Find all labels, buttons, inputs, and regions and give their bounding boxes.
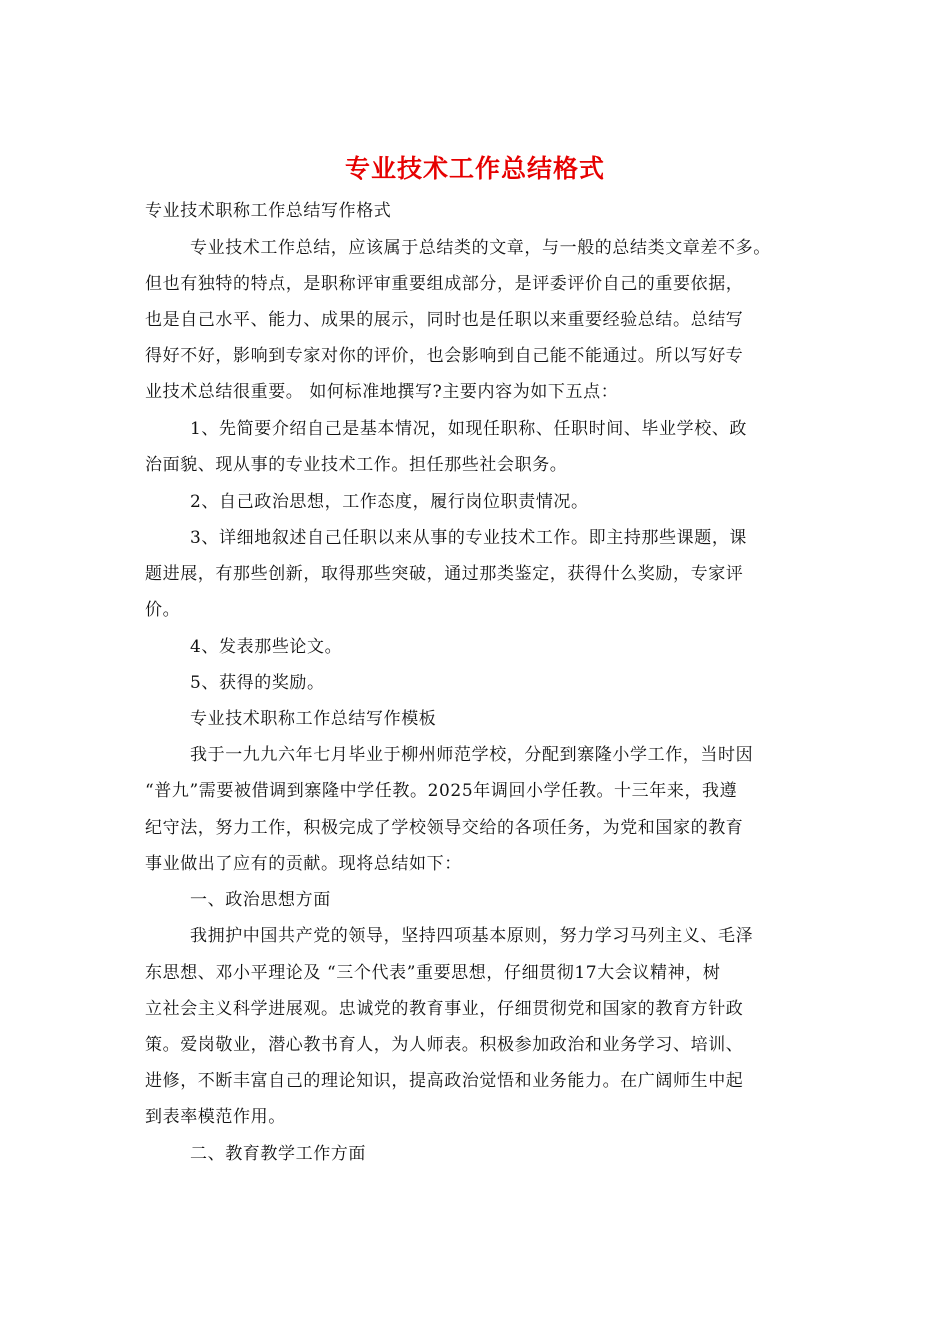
paragraph-line: 专业技术工作总结，应该属于总结类的文章，与一般的总结类文章差不多。 <box>190 238 771 258</box>
section-heading: 一、政治思想方面 <box>190 890 331 910</box>
list-item-line: 题进展，有那些创新，取得那些突破，通过那类鉴定，获得什么奖励，专家评 <box>145 564 744 584</box>
paragraph-line: 业技术总结很重要。 如何标准地撰写?主要内容为如下五点： <box>145 382 619 402</box>
list-item-line: 4、发表那些论文。 <box>190 637 343 657</box>
paragraph-line: 事业做出了应有的贡献。现将总结如下： <box>145 854 462 874</box>
paragraph-line: 我于一九九六年七月毕业于柳州师范学校，分配到寨隆小学工作，当时因 <box>190 745 754 765</box>
paragraph-line: “普九”需要被借调到寨隆中学任教。2025年调回小学任教。十三年来，我遵 <box>145 781 738 801</box>
paragraph-line: 进修，不断丰富自己的理论知识，提高政治觉悟和业务能力。在广阔师生中起 <box>145 1071 744 1091</box>
list-item-line: 价。 <box>145 600 181 620</box>
section-heading: 专业技术职称工作总结写作模板 <box>190 709 437 729</box>
list-item-line: 2、自己政治思想，工作态度，履行岗位职责情况。 <box>190 492 589 512</box>
list-item-line: 3、详细地叙述自己任职以来从事的专业技术工作。即主持那些课题，课 <box>190 528 748 548</box>
document-title: 专业技术工作总结格式 <box>344 154 605 183</box>
paragraph-line: 我拥护中国共产党的领导，坚持四项基本原则，努力学习马列主义、毛泽 <box>190 926 754 946</box>
paragraph-line: 纪守法，努力工作，积极完成了学校领导交给的各项任务，为党和国家的教育 <box>145 818 744 838</box>
paragraph-line: 东思想、邓小平理论及 “三个代表”重要思想，仔细贯彻17大会议精神，树 <box>145 963 721 983</box>
paragraph-line: 立社会主义科学进展观。忠诚党的教育事业，仔细贯彻党和国家的教育方针政 <box>145 999 744 1019</box>
paragraph-line: 但也有独特的特点，是职称评审重要组成部分，是评委评价自己的重要依据， <box>145 274 744 294</box>
list-item-line: 1、先简要介绍自己是基本情况，如现任职称、任职时间、毕业学校、政 <box>190 419 748 439</box>
section-heading: 专业技术职称工作总结写作格式 <box>145 201 392 221</box>
paragraph-line: 策。爱岗敬业，潜心教书育人，为人师表。积极参加政治和业务学习、培训、 <box>145 1035 744 1055</box>
list-item-line: 治面貌、现从事的专业技术工作。担任那些社会职务。 <box>145 455 568 475</box>
paragraph-line: 得好不好，影响到专家对你的评价，也会影响到自己能不能通过。所以写好专 <box>145 346 744 366</box>
paragraph-line: 到表率模范作用。 <box>145 1107 286 1127</box>
list-item-line: 5、获得的奖励。 <box>190 673 325 693</box>
section-heading: 二、教育教学工作方面 <box>190 1144 366 1164</box>
paragraph-line: 也是自己水平、能力、成果的展示，同时也是任职以来重要经验总结。总结写 <box>145 310 744 330</box>
